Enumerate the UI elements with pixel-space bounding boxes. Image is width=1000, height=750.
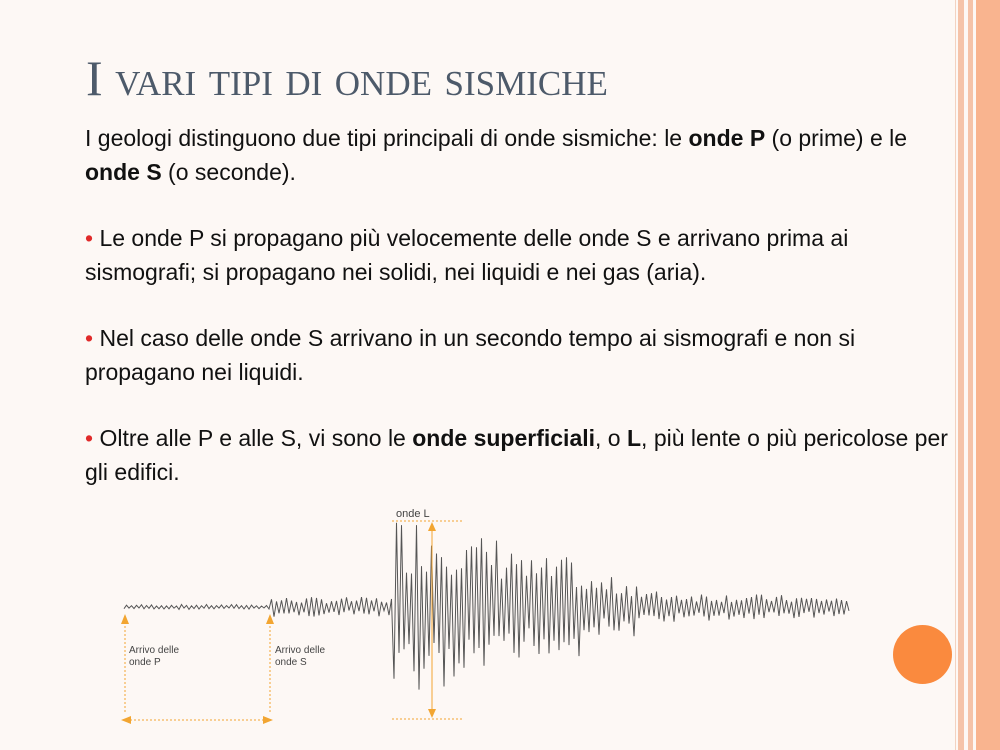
bullet-3 <box>85 421 955 489</box>
seismic-waveform <box>124 523 849 690</box>
side-stripe-2 <box>968 0 973 750</box>
bullet-3-bold-l: L <box>626 425 642 451</box>
arrivo-s-marker <box>266 614 274 713</box>
bullet-marker: • <box>85 325 94 351</box>
bullet-3-text-2: , o <box>595 425 627 451</box>
intro-text-1: I geologi distinguono due tipi principali di onde sismiche: le <box>85 125 689 151</box>
bullet-3-bold-superficiali: onde superficiali <box>412 425 596 451</box>
bullet-1 <box>85 221 955 289</box>
slide-body <box>85 121 955 521</box>
intro-text-3: (o seconde). <box>161 159 296 185</box>
side-stripe-1 <box>958 0 964 750</box>
label-arrivo-p-line2: onde P <box>129 657 161 668</box>
bullet-2-text: Nel caso delle onde S arrivano in un secondo tempo ai sismografi e non si propagano nei liquidi. <box>85 325 856 385</box>
intro-paragraph <box>85 121 955 189</box>
accent-circle <box>893 625 952 684</box>
intro-text-2: (o prime) e le <box>765 125 908 151</box>
side-stripe-3 <box>976 0 1000 750</box>
bullet-marker: • <box>85 425 94 451</box>
side-stripe-thin <box>955 0 956 750</box>
label-arrivo-s-line2: onde S <box>275 657 307 668</box>
slide-title: I vari tipi di onde sismiche <box>86 50 608 106</box>
bullet-2 <box>85 321 955 389</box>
bullet-3-text-1: Oltre alle P e alle S, vi sono le <box>93 425 413 451</box>
label-onde-l: onde L <box>396 508 430 520</box>
label-arrivo-s-line1: Arrivo delle <box>275 645 326 656</box>
bullet-3-text-3: , più lente o più pericolose per gli edifici. <box>85 425 948 485</box>
p-s-interval-arrow <box>121 716 273 724</box>
arrivo-p-marker <box>121 614 129 713</box>
bullet-1-text: Le onde P si propagano più velocemente delle onde S e arrivano prima ai sismografi; si propagano nei solidi, nei liquidi e nei gas (aria). <box>85 225 849 285</box>
seismogram-figure <box>0 500 880 730</box>
intro-bold-onde-p: onde P <box>688 125 766 151</box>
bullet-marker: • <box>85 225 94 251</box>
label-arrivo-p-line1: Arrivo delle <box>129 645 180 656</box>
intro-bold-onde-s: onde S <box>85 159 162 185</box>
